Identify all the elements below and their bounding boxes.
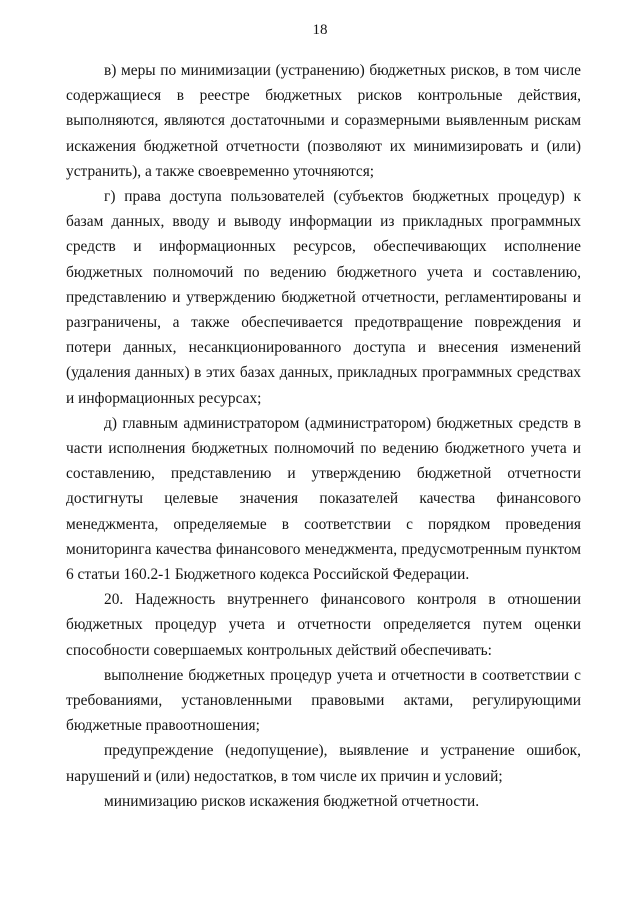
paragraph-item-g: г) права доступа пользователей (субъектов бюджетных процедур) к базам данных, вводу и выводу информации из прикладных программных средств и информационных ресурсов, обеспечивающих исполнение бюджетных полномочий по ведению бюджетного учета и составлению, представлению и утверждению бюджетной отчетности, регламентированы и разграничены, а также обеспечивается предотвращение повреждения и потери данных, несанкционированного доступа и внесения изменений (удаления данных) в этих базах данных, прикладных программных средствах и информационных ресурсах;: [66, 188, 581, 407]
page-number: 18: [312, 22, 328, 38]
paragraph-error-prevention: предупреждение (недопущение), выявление и устранение ошибок, нарушений и (или) недостатков, в том числе их причин и условий;: [66, 742, 581, 785]
paragraph-clause-20: 20. Надежность внутреннего финансового контроля в отношении бюджетных процедур учета и отчетности определяется путем оценки способности совершаемых контрольных действий обеспечивать:: [66, 591, 581, 659]
paragraph-risk-minimization: минимизацию рисков искажения бюджетной отчетности.: [104, 792, 480, 810]
paragraph-item-d: д) главным администратором (администратором) бюджетных средств в части исполнения бюджетных полномочий по ведению бюджетного учета и составлению, представлению и утверждению бюджетной отчетности достигнуты целевые значения показателей качества финансового менеджмента, определяемые в соответствии с порядком проведения мониторинга качества финансового менеджмента, предусмотренным пунктом 6 статьи 160.2-1 Бюджетного кодекса Российской Федерации.: [66, 414, 581, 584]
paragraph-item-v: в) меры по минимизации (устранению) бюджетных рисков, в том числе содержащиеся в реестре бюджетных рисков контрольные действия, выполняются, являются достаточными и соразмерными выявленным рискам искажения бюджетной отчетности (позволяют их минимизировать и (или) устранить), а также своевременно уточняются;: [66, 62, 581, 180]
paragraph-requirement-compliance: выполнение бюджетных процедур учета и отчетности в соответствии с требованиями, установленными правовыми актами, регулирующими бюджетные правоотношения;: [66, 666, 581, 735]
document-body: [66, 58, 581, 814]
